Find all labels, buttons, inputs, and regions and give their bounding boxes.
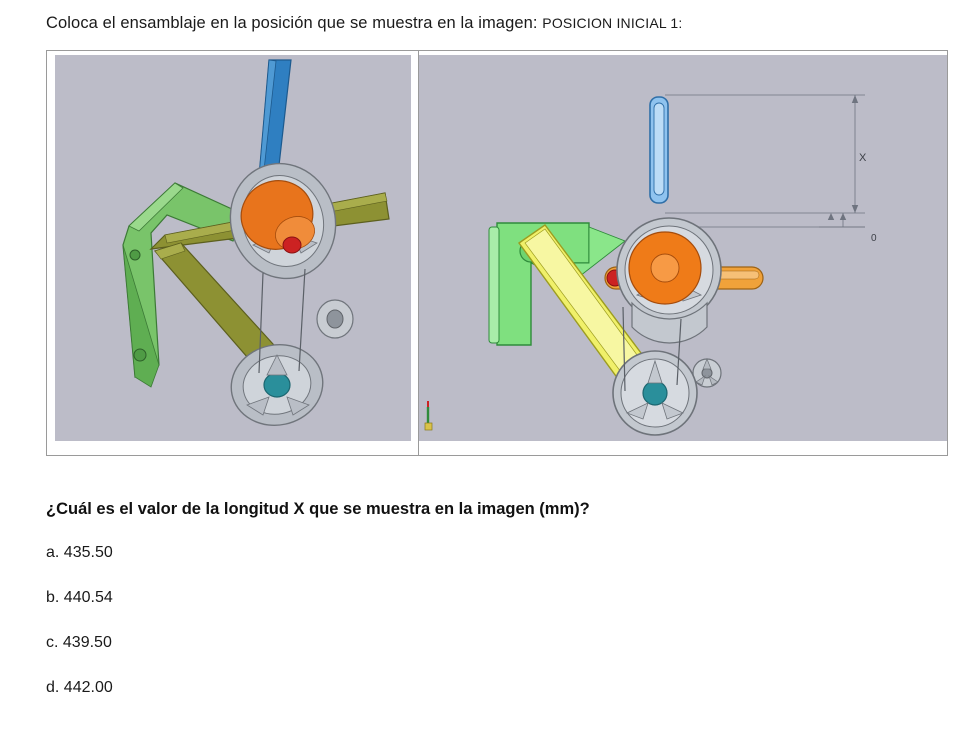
figure-container <box>46 50 948 456</box>
isometric-assembly-drawing <box>55 55 411 441</box>
figure-pane-front <box>419 51 947 455</box>
option-b-key: b. <box>46 589 60 606</box>
option-c-value: 439.50 <box>62 634 112 651</box>
front-view-drawing <box>419 55 947 441</box>
option-a[interactable] <box>46 545 746 561</box>
option-b[interactable] <box>46 590 746 606</box>
grey-small-pulley-icon <box>317 300 353 338</box>
option-d-key: d. <box>46 679 60 696</box>
isometric-canvas <box>55 55 411 441</box>
front-view-canvas <box>419 55 947 441</box>
orange-crank-disc-icon <box>629 232 701 304</box>
red-pin-icon <box>283 237 301 253</box>
option-a-key: a. <box>46 544 60 561</box>
option-b-value: 440.54 <box>63 589 113 606</box>
teal-hub-icon <box>613 351 697 435</box>
prompt-position-label: POSICION INICIAL 1: <box>542 15 683 31</box>
question-text: ¿Cuál es el valor de la longitud X que se muestra en la imagen (mm)? <box>46 500 590 518</box>
blue-vertical-link-icon <box>650 97 668 203</box>
dimension-arrows <box>828 95 858 220</box>
datum-label-zero: 0 <box>871 233 877 244</box>
teal-hub-icon <box>224 336 331 433</box>
figure-pane-isometric <box>47 51 419 455</box>
grey-small-pulley-icon <box>693 359 721 387</box>
option-d[interactable] <box>46 680 746 696</box>
dimension-lines <box>665 95 865 227</box>
options-list <box>46 545 746 696</box>
option-a-value: 435.50 <box>63 544 113 561</box>
option-d-value: 442.00 <box>63 679 113 696</box>
option-c[interactable] <box>46 635 746 651</box>
prompt-text <box>46 14 683 33</box>
dimension-label-x: X <box>859 152 867 164</box>
option-c-key: c. <box>46 634 59 651</box>
origin-triad-icon <box>425 401 432 430</box>
prompt-sentence: Coloca el ensamblaje en la posición que se muestra en la imagen: <box>46 14 538 32</box>
